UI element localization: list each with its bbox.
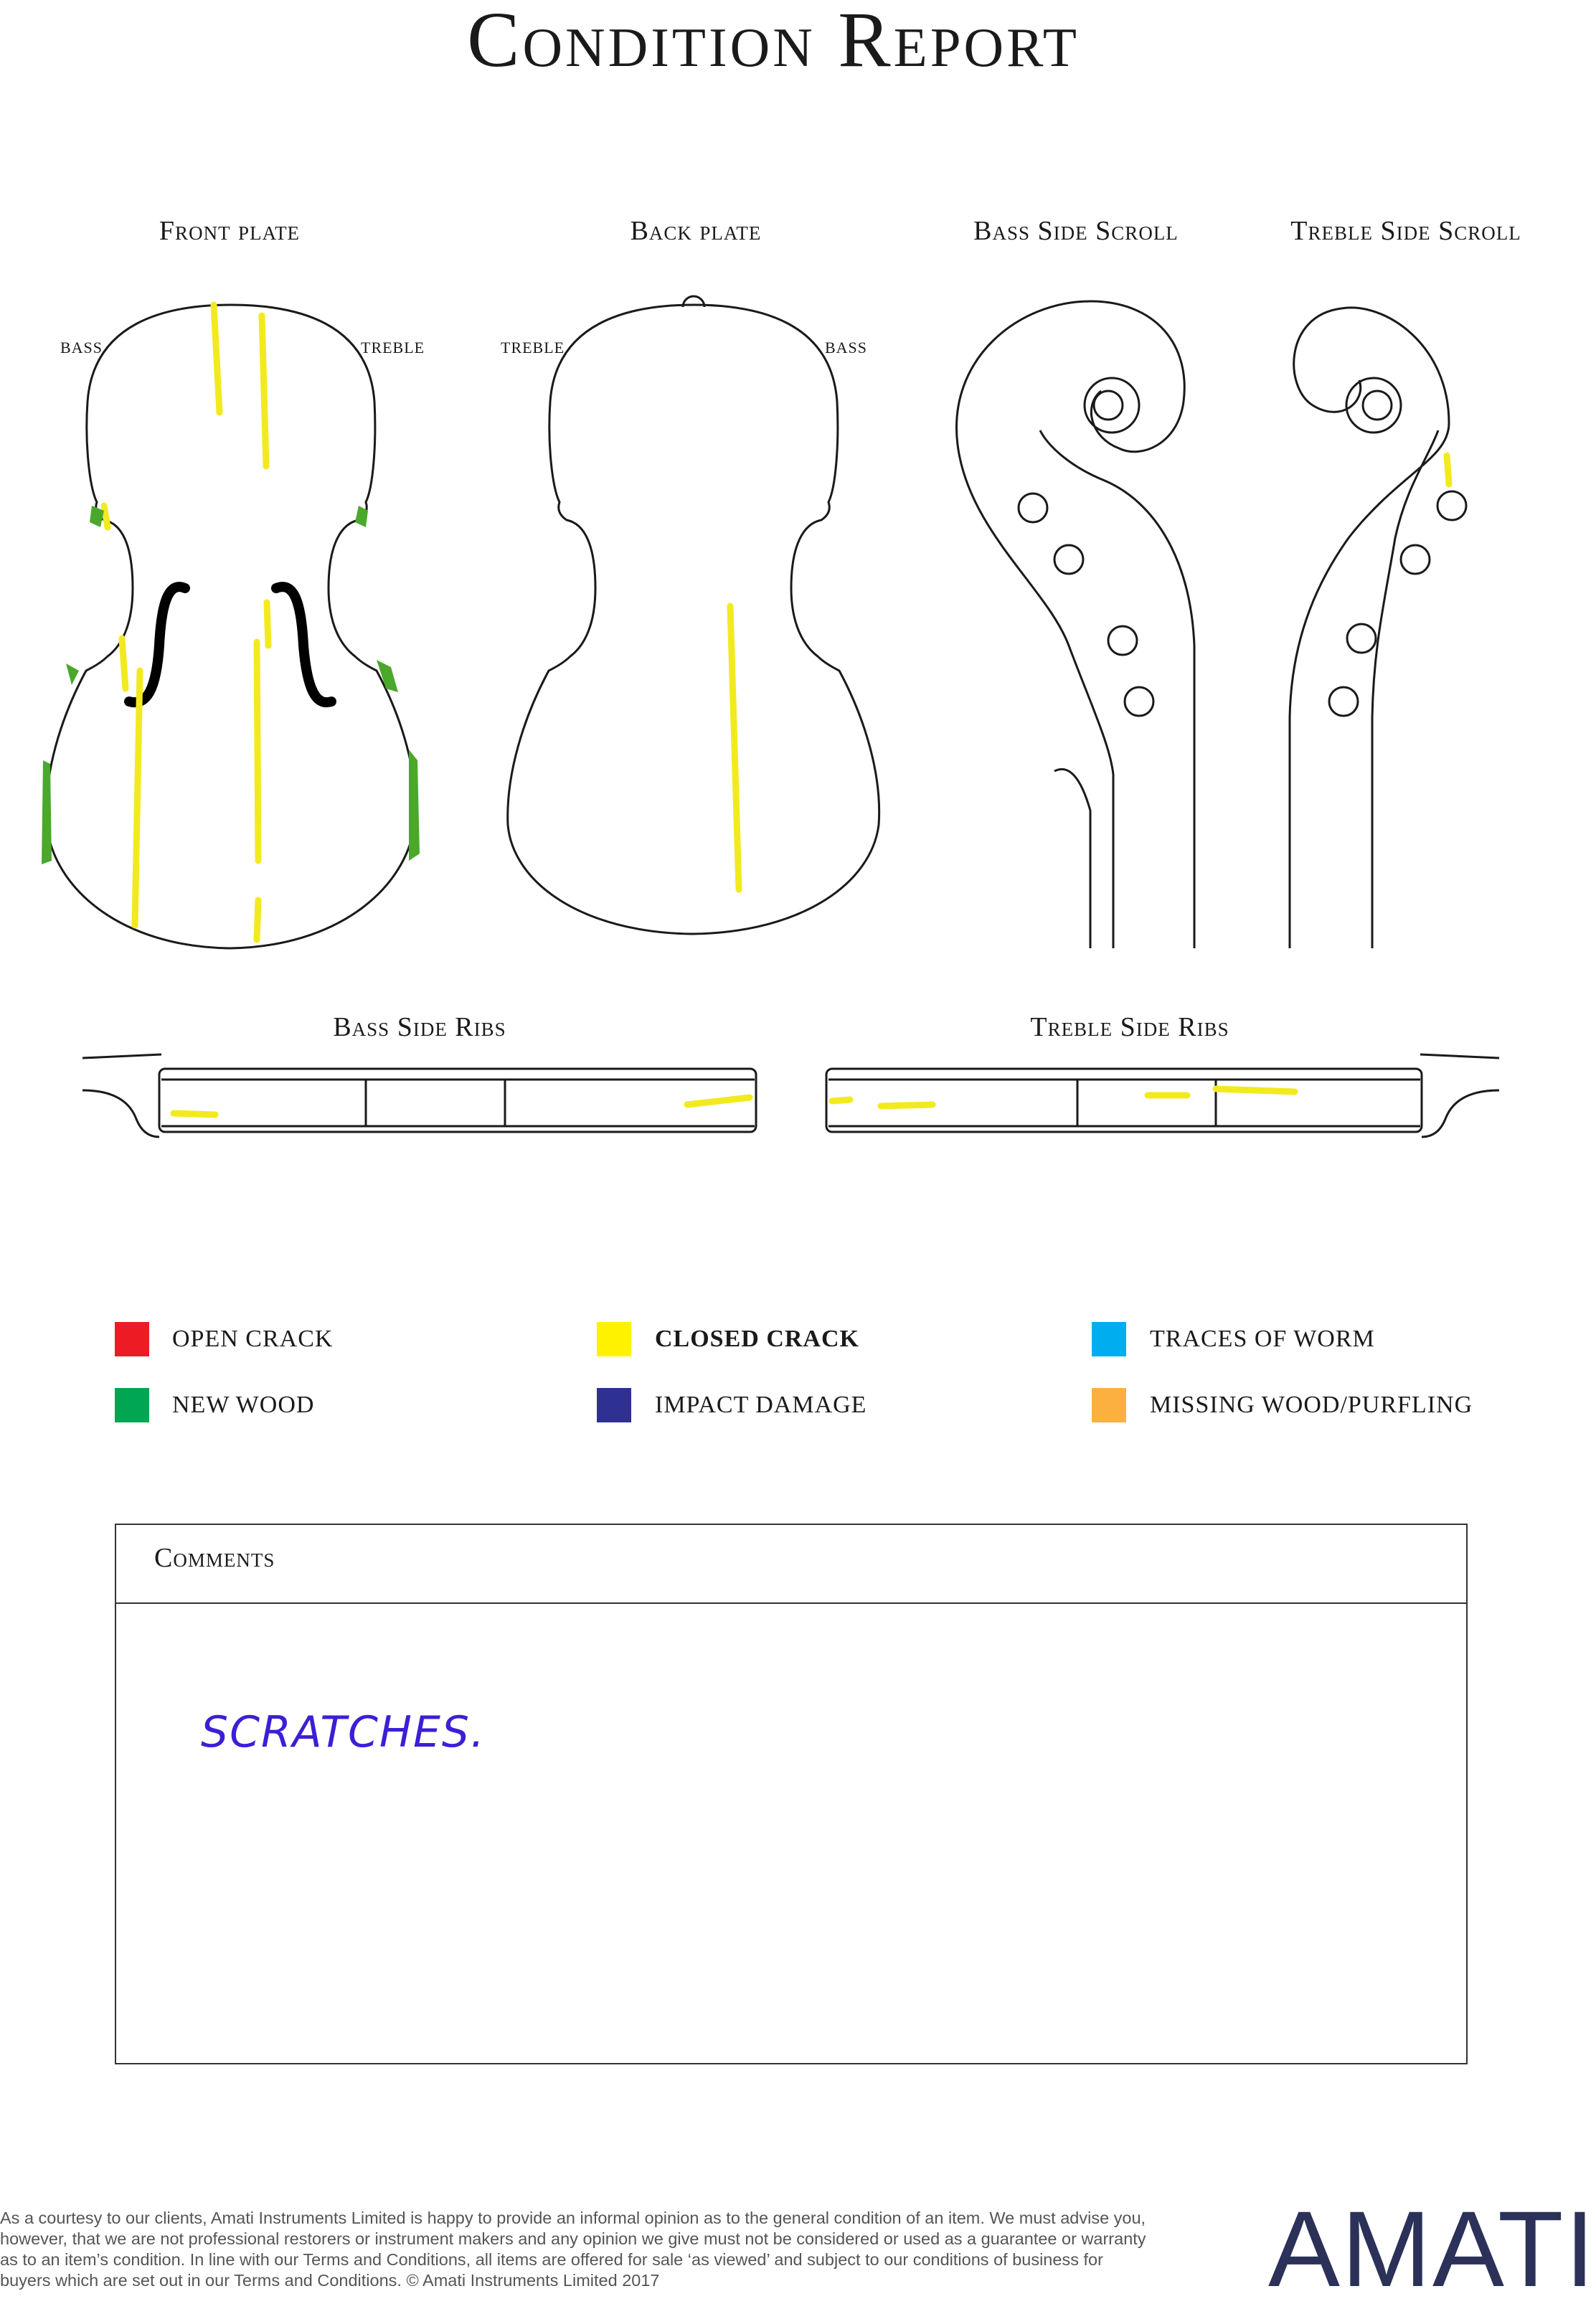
- comments-title: Comments: [154, 1543, 275, 1573]
- disclaimer-text: As a courtesy to our clients, Amati Instruments Limited is happy to provide an informal opinion as to the general condition of an item. We must advise you, however, that we are not professional restorers or instrument makers and any opinion we give must not be considered or used as a guarantee or warranty as to an item’s condition. In line with our Terms and Conditions, all items are offered for sale ‘as viewed’ and subject to our conditions of business for buyers which are set out in our Terms and Conditions. © Amati Instruments Limited 2017: [0, 2209, 1146, 2290]
- legend-label-open-crack: OPEN CRACK: [172, 1326, 334, 1352]
- comments-box: [115, 1524, 1468, 2064]
- legend-swatch-missing-wood: [1092, 1388, 1126, 1422]
- bass-ribs-outline: [159, 1069, 756, 1132]
- front-treble-label: TREBLE: [361, 339, 425, 356]
- legend-label-traces-of-worm: TRACES OF WORM: [1150, 1326, 1375, 1352]
- back-bass-label: BASS: [825, 339, 868, 356]
- legend-label-impact-damage: IMPACT DAMAGE: [655, 1392, 867, 1418]
- amati-logo: AMATI: [1268, 2188, 1596, 2309]
- back-plate-label: Back plate: [630, 216, 762, 246]
- legend-label-new-wood: NEW WOOD: [172, 1392, 315, 1418]
- bass-ribs-label: Bass Side Ribs: [333, 1012, 506, 1042]
- treble-scroll-label: Treble Side Scroll: [1290, 216, 1521, 246]
- legend-label-missing-wood: MISSING WOOD/PURFLING: [1150, 1392, 1473, 1418]
- treble-ribs-outline: [826, 1069, 1422, 1132]
- legend-swatch-traces-of-worm: [1092, 1322, 1126, 1356]
- page-title: Condition Report: [467, 0, 1080, 83]
- treble-ribs-label: Treble Side Ribs: [1030, 1012, 1229, 1042]
- front-plate-label: Front plate: [159, 216, 301, 246]
- front-plate-outline: [46, 305, 415, 948]
- back-plate-outline: [508, 305, 879, 934]
- legend-swatch-closed-crack: [597, 1322, 631, 1356]
- treble-scroll-outline: [1290, 308, 1449, 948]
- front-bass-label: BASS: [60, 339, 103, 356]
- f-hole-treble: [276, 587, 331, 702]
- legend-label-closed-crack: CLOSED CRACK: [655, 1326, 859, 1352]
- legend-swatch-impact-damage: [597, 1388, 631, 1422]
- comments-note: SCRATCHES.: [201, 1707, 486, 1757]
- back-treble-label: TREBLE: [501, 339, 565, 356]
- legend-swatch-open-crack: [115, 1322, 149, 1356]
- legend-swatch-new-wood: [115, 1388, 149, 1422]
- bass-scroll-label: Bass Side Scroll: [973, 216, 1179, 246]
- bass-scroll-outline: [956, 301, 1194, 948]
- comments-header: [115, 1524, 1468, 1604]
